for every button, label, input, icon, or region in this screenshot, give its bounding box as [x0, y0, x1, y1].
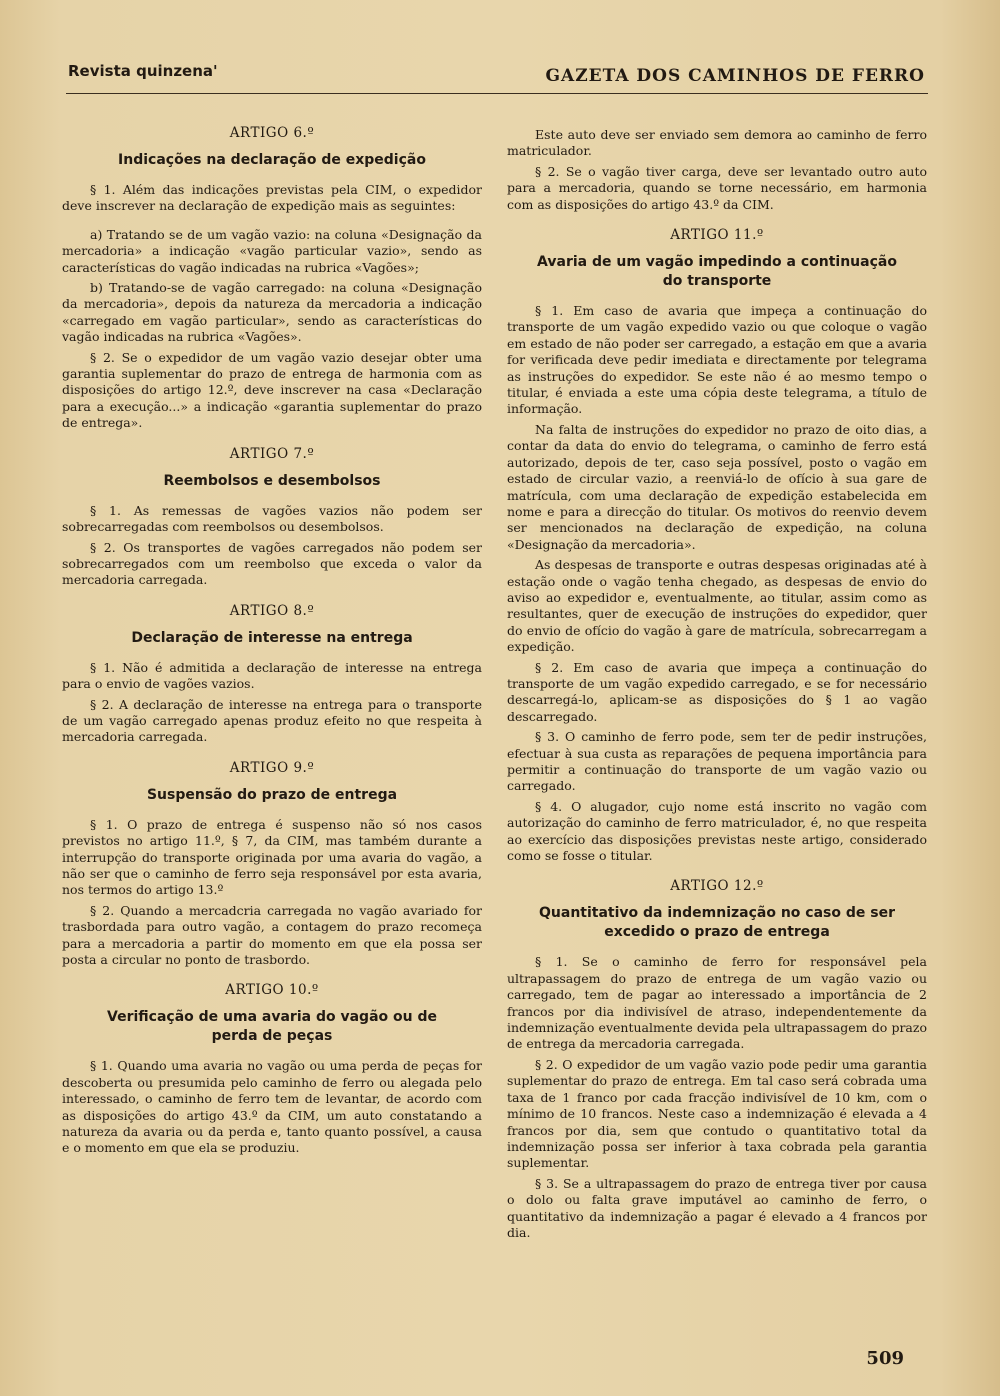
article-number: ARTIGO 11.º [670, 227, 764, 244]
paragraph: § 2. O expedidor de um vagão vazio pode pedir uma garantia suplementar do prazo de entrega. Em tal caso será cobrada uma taxa de 1 franco por cada fracção indivisível de 10 km, com o mínimo de 10 francos. Neste caso a indemnização é elevada a 4 francos por dia, sem que contudo o quantitativo total da indemnização possa ser inferior à taxa cobrada pela garantia suplementar. [507, 1056, 927, 1171]
article-8 [62, 603, 482, 746]
article-title-line: perda de peças [211, 1028, 333, 1045]
paragraph: Este auto deve ser enviado sem demora ao caminho de ferro matriculador. [507, 127, 927, 159]
paragraph: § 2. A declaração de interesse na entrega para o transporte de um vagão carregado apenas produz efeito no que respeita à mercadoria carregada. [62, 696, 482, 745]
article-title [507, 904, 927, 942]
paragraph: § 2. Se o vagão tiver carga, deve ser levantado outro auto para a mercadoria, quando se torne necessário, em harmonia com as disposições do artigo 43.º da CIM. [507, 163, 927, 212]
article-title-line: Quantitativo da indemnização no caso de ser [539, 905, 895, 922]
article-9 [62, 760, 482, 969]
paragraph: § 1. O prazo de entrega é suspenso não só nos casos previstos no artigo 11.º, § 7, da CIM, mas também durante a interrupção do transporte originada por uma avaria do vagão, a não ser que o caminho de ferro seja responsável por esta avaria, nos termos do artigo 13.º [62, 816, 482, 898]
running-header-title: GAZETA DOS CAMINHOS DE FERRO [545, 66, 925, 86]
article-10 [62, 982, 482, 1156]
article-title: Suspensão do prazo de entrega [146, 786, 398, 803]
paragraph: § 3. Se a ultrapassagem do prazo de entrega tiver por causa o dolo ou falta grave imputável ao caminho de ferro, o quantitativo da indemnização a pagar é elevado a 4 francos por dia. [507, 1175, 927, 1240]
paragraph: a) Tratando se de um vagão vazio: na coluna «Designação da mercadoria» a indicação «vagão particular vazio», sendo as características do vagão indicadas na rubrica «Vagões»; [62, 226, 482, 275]
article-title-line: do transporte [662, 273, 772, 290]
article-title-line: Avaria de um vagão impedindo a continuação [537, 254, 897, 271]
paragraph: § 1. Além das indicações previstas pela CIM, o expedidor deve inscrever na declaração de expedição mais as seguintes: [62, 182, 482, 214]
paragraph: b) Tratando-se de vagão carregado: na coluna «Designação da mercadoria», depois da natureza da mercadoria a indicação «carregado em vagão particular», sendo as características do vagão indicadas na rubrica «Vagões». [62, 280, 482, 345]
article-title-line: Verificação de uma avaria do vagão ou de [107, 1009, 437, 1026]
right-column [507, 127, 927, 1255]
paragraph: § 2. Em caso de avaria que impeça a continuação do transporte de um vagão expedido carregado, e se for necessário descarregá-lo, aplicam-se as disposições do § 1 ao vagão descarregado. [507, 659, 927, 724]
article-title: Indicações na declaração de expedição [118, 152, 426, 168]
paragraph: As despesas de transporte e outras despesas originadas até à estação onde o vagão tenha chegado, as despesas de envio do aviso ao expedidor e, eventualmente, ao titular, assim como as resultantes, quer de execução de instruções do expedidor, quer do envio de ofício do vagão à gare de matrícula, sobrecarregam a expedição. [507, 557, 927, 655]
page-number: 509 [866, 1348, 904, 1369]
paragraph: § 2. Se o expedidor de um vagão vazio desejar obter uma garantia suplementar do prazo de entrega de harmonia com as disposições do artigo 12.º, deve inscrever na casa «Declaração para a execução...» a indicação «garantia suplementar do prazo de entrega». [62, 349, 482, 431]
article-number: ARTIGO 12.º [670, 878, 764, 895]
article-number: ARTIGO 6.º [229, 125, 315, 141]
paragraph: § 1. Em caso de avaria que impeça a continuação do transporte de um vagão expedido vazio ou que coloque o vagão em estado de não poder ser carregado, a estação em que a avaria for verificada deve pedir imediata e directamente por telegrama as instruções do expedidor. Se este não é ao mesmo tempo o titular, é enviada a este uma cópia deste telegrama, a título de informação. [507, 303, 927, 417]
article-title: Reembolsos e desembolsos [163, 472, 381, 489]
article-11 [507, 227, 927, 864]
running-header-left: Revista quinzena' [68, 62, 218, 80]
article-title [62, 1008, 482, 1046]
article-number: ARTIGO 9.º [229, 759, 315, 776]
paragraph: § 1. Quando uma avaria no vagão ou uma perda de peças for descoberta ou presumida pelo caminho de ferro ou alegada pelo interessado, o caminho de ferro tem de levantar, de acordo com as disposições do artigo 43.º da CIM, um auto constatando a natureza da avaria ou da perda e, tanto quanto possível, a causa e o momento em que ela se produziu. [62, 1058, 482, 1156]
paragraph: § 1. As remessas de vagões vazios não podem ser sobrecarregadas com reembolsos ou desembolsos. [62, 502, 482, 535]
paragraph: § 2. Quando a mercadcria carregada no vagão avariado for trasbordada para outro vagão, a contagem do prazo recomeça para a mercadoria a partir do momento em que ela possa ser posta a circular no ponto de trasbordo. [62, 902, 482, 967]
paragraph: § 2. Os transportes de vagões carregados não podem ser sobrecarregados com um reembolso que exceda o valor da mercadoria carregada. [62, 539, 482, 588]
paragraph: § 1. Se o caminho de ferro for responsável pela ultrapassagem do prazo de entrega de um vagão vazio ou carregado, tem de pagar ao interessado a importância de 2 francos por dia indivisível de atraso, independentemente da indemnização eventualmente devida pela ultrapassagem do prazo de entrega da mercadoria carregada. [507, 954, 927, 1052]
paragraph: § 3. O caminho de ferro pode, sem ter de pedir instruções, efectuar à sua custa as reparações de pequena importância para permitir a continuação do transporte de um vagão vazio ou carregado. [507, 729, 927, 794]
paragraph: § 4. O alugador, cujo nome está inscrito no vagão com autorização do caminho de ferro matriculador, é, no que respeita ao exercício das disposições previstas neste artigo, considerado como se fosse o titular. [507, 798, 927, 864]
left-column [62, 125, 482, 1171]
article-number: ARTIGO 8.º [229, 602, 315, 619]
article-7 [62, 446, 482, 589]
article-12 [507, 878, 927, 1241]
article-title [507, 253, 927, 291]
paragraph: Na falta de instruções do expedidor no prazo de oito dias, a contar da data do envio do telegrama, o caminho de ferro está autorizado, depois de ter, caso seja possível, posto o vagão em estado de circular vazio, a reenviá-lo de ofício à sua gare de matrícula, com uma declaração de expedição estabelecida em nome e para a direcção do titular. Os motivos do reenvio devem ser mencionados na declaração de expedição, na coluna «Designação da mercadoria». [507, 421, 927, 552]
article-title-line: excedido o prazo de entrega [604, 924, 830, 941]
article-number: ARTIGO 7.º [229, 445, 315, 462]
paragraph: § 1. Não é admitida a declaração de interesse na entrega para o envio de vagões vazios. [62, 659, 482, 692]
article-number: ARTIGO 10.º [225, 982, 319, 999]
article-6 [62, 125, 482, 432]
article-title: Declaração de interesse na entrega [131, 629, 413, 646]
article-10-continued [507, 127, 927, 213]
header-rule [66, 93, 928, 94]
